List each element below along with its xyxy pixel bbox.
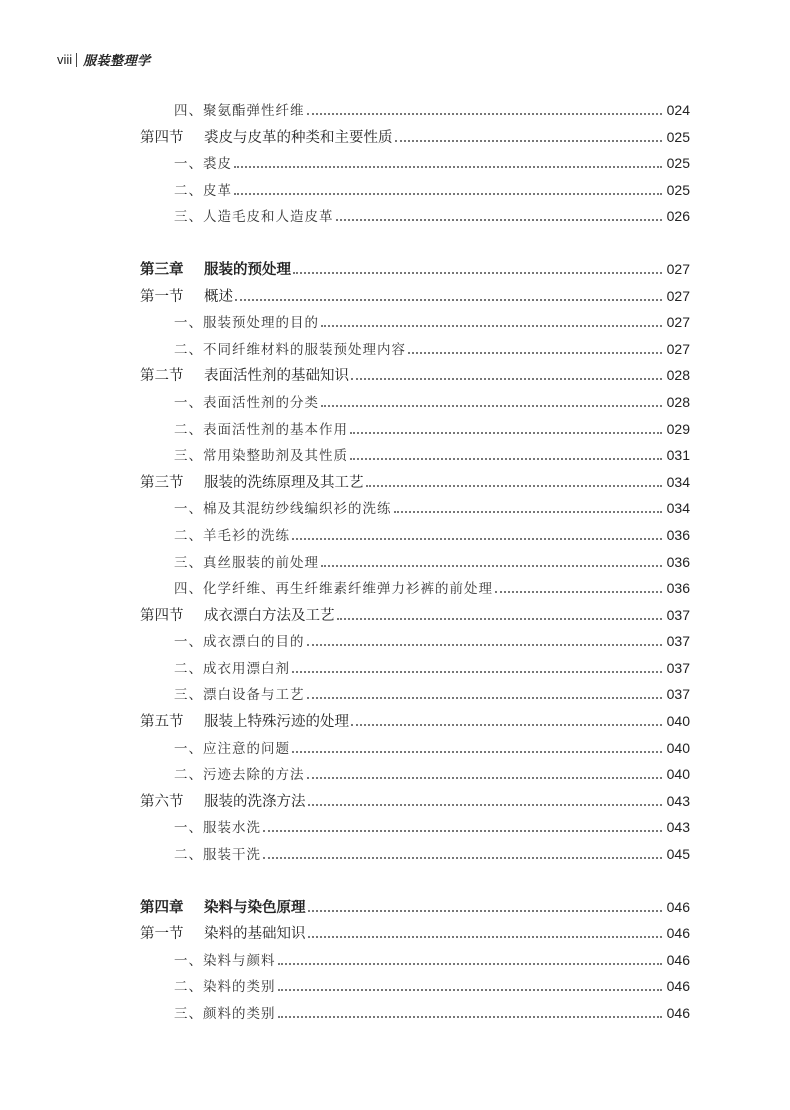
toc-item-row[interactable]	[0, 628, 790, 655]
toc-section-title: 染料的基础知识	[204, 926, 306, 943]
toc-item-title: 二、皮革	[174, 182, 232, 199]
toc-section-number: 第一节	[140, 288, 184, 305]
toc-section-row[interactable]	[0, 469, 790, 496]
toc-page-number: 040	[666, 739, 690, 756]
toc-item-row[interactable]	[0, 442, 790, 469]
dot-leader	[307, 643, 663, 646]
toc-section-number: 第四节	[140, 129, 184, 146]
toc-item-row[interactable]	[0, 1000, 790, 1027]
toc-section-title: 裘皮与皮革的种类和主要性质	[204, 129, 393, 146]
toc-item-title: 一、染料与颜料	[174, 952, 276, 969]
toc-item-row[interactable]	[0, 575, 790, 602]
toc-page-number: 024	[666, 102, 690, 118]
toc-item-title: 三、漂白设备与工艺	[174, 687, 305, 704]
dot-leader	[321, 324, 662, 327]
toc-item-title: 二、染料的类别	[174, 979, 276, 996]
toc-item-row[interactable]	[0, 389, 790, 416]
toc-section-row[interactable]	[0, 124, 790, 151]
toc-page-number: 028	[666, 367, 690, 384]
toc-section-row[interactable]	[0, 283, 790, 310]
toc-item-row[interactable]	[0, 495, 790, 522]
toc-item-title: 一、裘皮	[174, 156, 232, 173]
toc-chapter-number: 第三章	[140, 260, 184, 278]
toc-item-title: 三、常用染整助剂及其性质	[174, 448, 348, 465]
toc-page-number: 025	[666, 181, 690, 198]
toc-item-row[interactable]	[0, 681, 790, 708]
toc-page-number: 040	[666, 713, 690, 730]
dot-leader	[336, 218, 663, 221]
dot-leader	[351, 377, 662, 380]
toc-page-number: 037	[666, 606, 690, 623]
toc-chapter-row[interactable]	[0, 894, 790, 921]
dot-leader	[394, 510, 663, 513]
toc-item-title: 三、颜料的类别	[174, 1006, 276, 1022]
toc-item-row[interactable]	[0, 735, 790, 762]
toc-item-title: 三、人造毛皮和人造皮革	[174, 209, 334, 226]
toc-item-row[interactable]	[0, 97, 790, 124]
toc-page-number: 027	[666, 287, 690, 304]
toc-section-row[interactable]	[0, 602, 790, 629]
toc-item-row[interactable]	[0, 761, 790, 788]
toc-chapter-row[interactable]	[0, 256, 790, 283]
toc-page-number: 043	[666, 819, 690, 836]
toc-item-title: 一、应注意的问题	[174, 740, 290, 757]
dot-leader	[408, 351, 662, 354]
dot-leader	[234, 192, 662, 195]
toc-item-row[interactable]	[0, 841, 790, 868]
toc-item-title: 二、成衣用漂白剂	[174, 660, 290, 677]
dot-leader	[495, 590, 662, 593]
dot-leader	[292, 670, 662, 673]
dot-leader	[321, 564, 662, 567]
toc-item-row[interactable]	[0, 655, 790, 682]
toc-page-number: 034	[666, 473, 690, 490]
dot-leader	[308, 803, 663, 806]
toc-section-number: 第五节	[140, 714, 184, 731]
toc-item-title: 一、服装水洗	[174, 820, 261, 837]
toc-item-title: 一、棉及其混纺纱线编织衫的洗练	[174, 501, 392, 518]
toc-page-number: 046	[666, 898, 690, 915]
dot-leader	[366, 484, 663, 487]
toc-page-number: 037	[666, 659, 690, 676]
toc-page-number: 031	[666, 447, 690, 464]
toc-page-number: 029	[666, 420, 690, 437]
toc-page-number: 043	[666, 792, 690, 809]
toc-section-title: 概述	[204, 288, 233, 305]
page-number: viii	[57, 52, 73, 67]
dot-leader	[351, 723, 662, 726]
table-of-contents	[0, 97, 790, 1027]
dot-leader	[278, 962, 663, 965]
toc-item-row[interactable]	[0, 150, 790, 177]
toc-page-number: 027	[666, 340, 690, 357]
toc-section-number: 第一节	[140, 926, 184, 943]
toc-item-row[interactable]	[0, 814, 790, 841]
toc-item-title: 二、污迹去除的方法	[174, 767, 305, 784]
toc-page-number: 037	[666, 633, 690, 650]
toc-section-title: 服装上特殊污迹的处理	[204, 714, 349, 731]
dot-leader	[292, 750, 662, 753]
dot-leader	[292, 537, 662, 540]
toc-page-number: 046	[666, 1005, 690, 1021]
toc-section-number: 第四节	[140, 607, 184, 624]
toc-section-row[interactable]	[0, 920, 790, 947]
dot-leader	[278, 1015, 663, 1018]
toc-page-number: 025	[666, 128, 690, 145]
toc-item-title: 二、羊毛衫的洗练	[174, 527, 290, 544]
toc-section-row[interactable]	[0, 708, 790, 735]
page-header	[57, 50, 151, 69]
toc-section-title: 服装的洗涤方法	[204, 793, 306, 810]
dot-leader	[293, 271, 662, 274]
toc-chapter-number: 第四章	[140, 898, 184, 916]
dot-leader	[321, 404, 662, 407]
dot-leader	[307, 112, 663, 115]
toc-item-title: 三、真丝服装的前处理	[174, 554, 319, 571]
dot-leader	[308, 935, 663, 938]
toc-page-number: 046	[666, 925, 690, 942]
toc-page-number: 046	[666, 978, 690, 995]
toc-page-number: 028	[666, 393, 690, 410]
toc-page-number: 036	[666, 526, 690, 543]
toc-chapter-title: 染料与染色原理	[204, 898, 306, 916]
dot-leader	[337, 617, 663, 620]
toc-page-number: 036	[666, 553, 690, 570]
toc-item-title: 二、表面活性剂的基本作用	[174, 421, 348, 438]
toc-page-number: 026	[666, 208, 690, 225]
toc-item-row[interactable]	[0, 309, 790, 336]
dot-leader	[235, 298, 662, 301]
toc-page-number: 027	[666, 260, 690, 277]
toc-item-row[interactable]	[0, 522, 790, 549]
toc-section-title: 表面活性剂的基础知识	[204, 368, 349, 385]
toc-item-row[interactable]	[0, 177, 790, 204]
toc-section-number: 第三节	[140, 474, 184, 491]
header-divider	[76, 53, 77, 67]
toc-item-row[interactable]	[0, 947, 790, 974]
toc-page-number: 046	[666, 951, 690, 968]
toc-item-title: 二、不同纤维材料的服装预处理内容	[174, 341, 406, 358]
toc-section-number: 第六节	[140, 793, 184, 810]
toc-item-row[interactable]	[0, 973, 790, 1000]
toc-page-number: 034	[666, 500, 690, 517]
toc-item-row[interactable]	[0, 336, 790, 363]
toc-item-row[interactable]	[0, 203, 790, 230]
toc-section-title: 成衣漂白方法及工艺	[204, 607, 335, 624]
toc-item-title: 二、服装干洗	[174, 847, 261, 864]
dot-leader	[395, 139, 663, 142]
toc-item-title: 一、成衣漂白的目的	[174, 634, 305, 651]
toc-item-title: 四、化学纤维、再生纤维素纤维弹力衫裤的前处理	[174, 581, 493, 598]
toc-chapter-title: 服装的预处理	[204, 260, 291, 278]
dot-leader	[350, 457, 662, 460]
toc-page-number: 037	[666, 686, 690, 703]
dot-leader	[234, 165, 662, 168]
toc-page-number: 040	[666, 766, 690, 783]
toc-chapter-gap	[0, 230, 790, 256]
toc-item-title: 一、服装预处理的目的	[174, 315, 319, 332]
toc-item-row[interactable]	[0, 549, 790, 576]
book-title: 服装整理学	[83, 53, 151, 68]
toc-page-number: 027	[666, 314, 690, 331]
toc-item-title: 四、聚氨酯弹性纤维	[174, 103, 305, 119]
toc-section-row[interactable]	[0, 362, 790, 389]
toc-chapter-gap	[0, 868, 790, 894]
toc-page-number: 025	[666, 155, 690, 172]
dot-leader	[350, 431, 662, 434]
toc-item-title: 一、表面活性剂的分类	[174, 394, 319, 411]
toc-page-number: 045	[666, 846, 690, 863]
dot-leader	[308, 909, 663, 912]
dot-leader	[307, 696, 663, 699]
dot-leader	[307, 776, 663, 779]
toc-item-row[interactable]	[0, 416, 790, 443]
toc-section-title: 服装的洗练原理及其工艺	[204, 474, 364, 491]
toc-section-row[interactable]	[0, 788, 790, 815]
toc-page-number: 036	[666, 580, 690, 597]
dot-leader	[263, 856, 662, 859]
toc-section-number: 第二节	[140, 368, 184, 385]
dot-leader	[263, 829, 662, 832]
dot-leader	[278, 988, 663, 991]
